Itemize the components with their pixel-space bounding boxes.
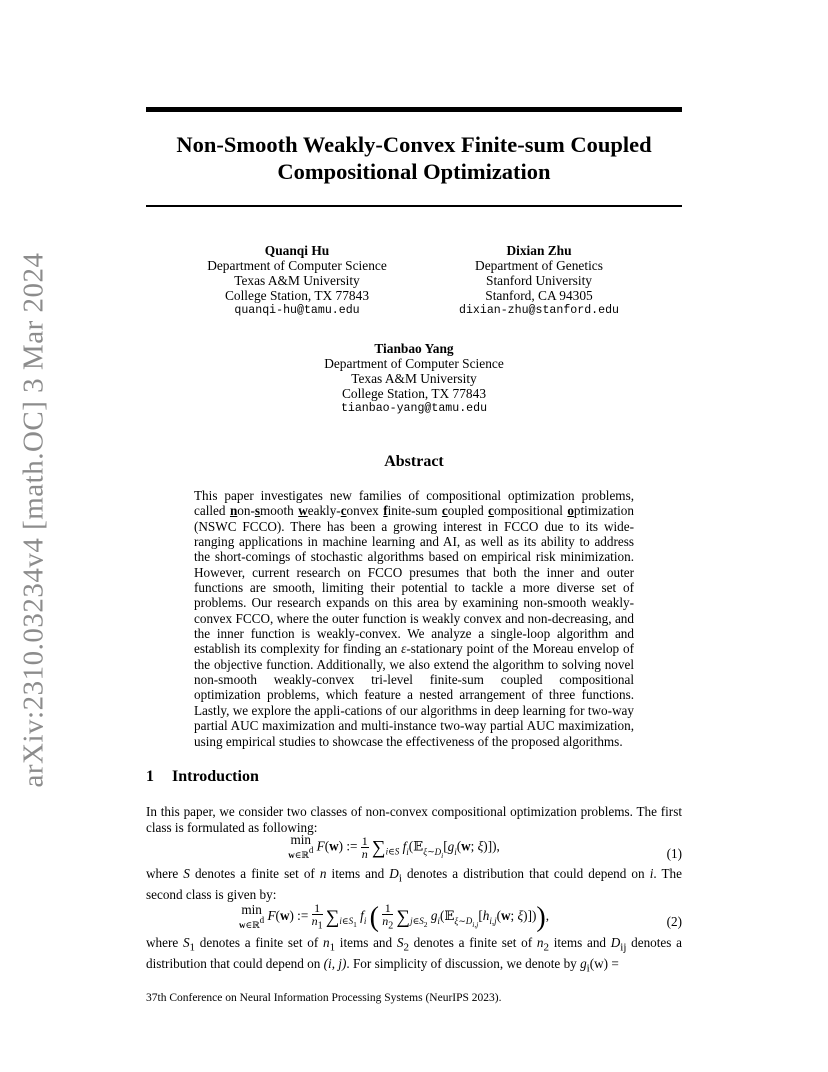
intro-paragraph-1: In this paper, we consider two classes of non-convex compositional optimization problems. The first class is formulated as following: bbox=[146, 804, 682, 835]
author-email[interactable]: dixian-zhu@stanford.edu bbox=[458, 304, 620, 317]
author-email[interactable]: quanqi-hu@tamu.edu bbox=[234, 304, 360, 317]
title-rule-top bbox=[146, 107, 682, 112]
abstract-body: This paper investigates new families of compositional optimization problems, called non-smooth weakly-convex finite-sum coupled compositional optimization (NSWC FCCO). There has been a growing interest in FCCO due to its wide-ranging applications in machine learning and AI, as well as its ability to address the short-comings of stochastic algorithms based on empirical risk minimization. However, current research on FCCO presumes that both the inner and outer functions are smooth, limiting their potential to tackle a more diverse set of problems. Our research expands on this area by examining non-smooth weakly-convex FCCO, where the outer function is weakly convex and non-decreasing, and the inner function is weakly-convex. We analyze a single-loop algorithm and establish its complexity for finding an ε-stationary point of the Moreau envelop of the objective function. Additionally, we also extend the algorithm to solving novel non-smooth weakly-convex tri-level finite-sum coupled compositional optimization problems, which feature a nested arrangement of three functions. Lastly, we explore the appli-cations of our algorithms in deep learning for two-way partial AUC maximization and multi-instance two-way partial AUC maximization, using empirical studies to showcase the effectiveness of the proposed algorithms. bbox=[194, 488, 634, 749]
author-city: College Station, TX 77843 bbox=[341, 386, 487, 401]
author-university: Texas A&M University bbox=[234, 273, 360, 288]
author-department: Department of Genetics bbox=[475, 258, 603, 273]
author-name: Tianbao Yang bbox=[374, 341, 454, 356]
conference-footnote: 37th Conference on Neural Information Processing Systems (NeurIPS 2023). bbox=[146, 992, 502, 1004]
author-department: Department of Computer Science bbox=[324, 356, 504, 371]
author-name: Dixian Zhu bbox=[506, 243, 572, 258]
equation-2-number: (2) bbox=[666, 914, 682, 929]
author-city: College Station, TX 77843 bbox=[224, 288, 370, 303]
abstract-heading: Abstract bbox=[384, 453, 444, 470]
author-block-3 bbox=[300, 341, 528, 416]
section-title: Introduction bbox=[172, 768, 259, 785]
arxiv-identifier-stamp bbox=[14, 252, 54, 788]
equation-2 bbox=[146, 902, 682, 934]
title-line-2: Compositional Optimization bbox=[277, 159, 551, 184]
equation-2-body: min w∈ℝd F(w) := $\frac{1}{n_1}$ $\sum_{i\in S_1}$ $f_i$ ( $\frac{1}{n_2}$ $\sum_{j\in S_2}$ $g_i(𝔼_{\xi\sim D_{i,j}}[h_{i,j}(w$; ξ)])), bbox=[239, 901, 549, 934]
equation-1 bbox=[146, 834, 682, 866]
paper-title bbox=[146, 131, 682, 185]
author-university: Texas A&M University bbox=[351, 371, 477, 386]
intro-paragraph-3: where $S_1$ denotes a finite set of $n_1$ items and $S_2$ denotes a finite set of $n_2$ items and $D_{ij}$ denotes a distribution that could depend on (i, j). For simplicity of discussion, we denote by $g_i(w)$ = bbox=[146, 935, 682, 975]
author-university: Stanford University bbox=[486, 273, 592, 288]
author-city: Stanford, CA 94305 bbox=[485, 288, 593, 303]
author-name: Quanqi Hu bbox=[264, 243, 330, 258]
title-rule-bottom bbox=[146, 205, 682, 207]
section-number: 1 bbox=[146, 768, 154, 785]
author-block-2 bbox=[440, 243, 638, 318]
intro-paragraph-2: where S denotes a finite set of n items and $D_i$ denotes a distribution that could depend on i. The second class is given by: bbox=[146, 866, 682, 903]
author-block-1 bbox=[188, 243, 406, 318]
section-heading-introduction bbox=[146, 768, 259, 786]
title-line-1: Non-Smooth Weakly-Convex Finite-sum Coupled bbox=[176, 132, 652, 157]
author-department: Department of Computer Science bbox=[207, 258, 387, 273]
equation-1-number: (1) bbox=[666, 846, 682, 861]
author-email[interactable]: tianbao-yang@tamu.edu bbox=[340, 402, 488, 415]
arxiv-stamp-text: arXiv:2310.03234v4 [math.OC] 3 Mar 2024 bbox=[17, 252, 50, 788]
equation-1-body: min w∈ℝd F(w) := $\frac{1}{n}$ $\sum_{i\in S}$ $f_i(𝔼_{\xi\sim D_i}[g_i(w$; ξ)]), bbox=[288, 832, 500, 861]
